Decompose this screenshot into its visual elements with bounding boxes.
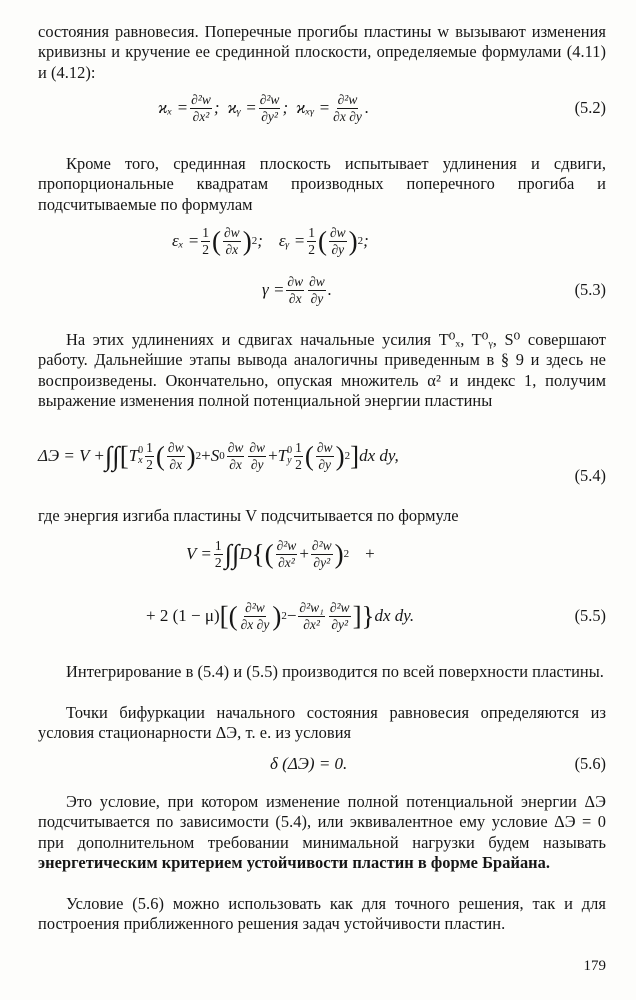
equation-5-2-body: ϰₓ = $\frac{\text{∂²w}}{\text{∂x²}}$ ; ϰᵧ = $\frac{\text{∂²w}}{\text{∂y²}}$ ; ϰₓᵧ = $\frac{\text{∂²w}}{\partial x \partial y}$ . (158, 91, 370, 124)
epsilon-x: εₓ = (172, 231, 200, 250)
equation-5-5a-body: V = $\frac{1}{2}$ ∫∫ D {( $\frac{\text{∂²w}}{\text{∂x²}}$ + $\frac{\text{∂²w}}{\text{∂y²}}$ ) 2 + (186, 537, 375, 570)
equation-number-5-5: (5.5) (574, 606, 606, 625)
fraction-one-half: $\frac{1}{2}$ (202, 224, 210, 257)
equation-5-3 (0, 270, 636, 310)
equation-5-5-line-2 (0, 596, 636, 636)
equation-5-5b-body: + 2 (1 − μ) [( $\frac{\text{∂²w}}{\partial x \partial y}$ ) 2 − $\frac{\text{∂²w₁}}{\text{∂x²}}$ $\frac{\text{∂²w}}{\text{∂y²}}$ ]} dx dy. (146, 599, 415, 632)
equation-5-6-body: δ (ΔЭ) = 0. (270, 754, 348, 773)
equation-number-5-2: (5.2) (574, 98, 606, 117)
kappa-xy: ϰₓᵧ = (296, 98, 331, 117)
paragraph-8: Условие (5.6) можно использовать как для точного решения, так и для построения приближенного решения задач устойчивости пластин. (38, 894, 606, 934)
fraction-dw-dx: $\frac{\partial w}{\partial x}$ (224, 224, 240, 257)
equation-5-3b-body: γ = $\frac{\partial w}{\partial x}$ $\frac{\partial w}{\partial y}$ . (262, 273, 333, 306)
page-number: 179 (583, 958, 606, 974)
fraction-one-half-2: $\frac{1}{2}$ (308, 224, 315, 257)
equation-5-2 (0, 88, 636, 128)
fraction-d2w-dy2: $\frac{\text{∂²w}}{\text{∂y²}}$ (259, 91, 280, 124)
equation-number-5-3: (5.3) (574, 280, 606, 299)
fraction-dw-dy: $\frac{\partial w}{\partial y}$ (329, 224, 346, 257)
paragraph-6: Точки бифуркации начального состояния равновесия определяются из условия стационарности ΔЭ, т. е. из условия (38, 703, 606, 743)
paragraph-7: Это условие, при котором изменение полной потенциальной энергии ΔЭ подсчитывается по зависимости (5.4), или эквивалентное ему условие ΔЭ = 0 при дополнительном требовании минимальной нагрузки будем называть энергетическим критерием устойчивости пластин в форме Брайана. (38, 792, 606, 873)
fraction-d2w-dxdy: $\frac{\text{∂²w}}{\partial x \partial y}$ (333, 91, 362, 124)
paragraph-3: На этих удлинениях и сдвигах начальные усилия T⁰ₓ, T⁰ᵧ, S⁰ совершают работу. Дальнейшие этапы вывода аналогичны приведенным в § 9 и здесь не воспроизведены. Окончательно, опуская множитель α² и индекс 1, получим выражение изменения полной потенциальной энергии пластины (38, 330, 606, 411)
equation-5-5-line-1 (0, 534, 636, 574)
equation-5-3a-body: εₓ = $\frac{1}{2}$ ( $\frac{\partial w}{\partial x}$ ) 2 ; εᵧ = $\frac{1}{2}$ ( $\frac{\partial w}{\partial y}$ ) 2 ; (172, 224, 369, 257)
fraction-dw-dx-gamma: $\frac{\partial w}{\partial x}$ (287, 273, 304, 306)
bold-term-energy-criterion: энергетическим критерием устойчивости пластин в форме Брайана. (38, 853, 551, 873)
paragraph-4: где энергия изгиба пластины V подсчитывается по формуле (38, 506, 459, 525)
equation-5-4-body: ΔЭ = V + ∫∫ [ T 0 x $\frac{1}{2}$ ( $\frac{\partial w}{\partial x}$ ) 2 + S 0 $\frac{\partial w}{\partial x}$ $\frac{\partial w}{\partial y}$ + T 0 y $\frac{1}{2}$ ( $\frac{\partial w}{\partial y}$ ) 2 ] dx dy, (38, 439, 399, 472)
equation-5-6 (0, 744, 636, 784)
fraction-dw-dy-gamma: $\frac{\partial w}{\partial y}$ (309, 273, 325, 306)
paragraph-2: Кроме того, срединная плоскость испытывает удлинения и сдвиги, пропорциональные квадратам производных поперечного прогиба и подсчитываемые по формулам (38, 154, 606, 214)
equation-5-3-strains (0, 221, 636, 261)
fraction-d2w-dx2: $\frac{\text{∂²w}}{\text{∂x²}}$ (191, 91, 211, 124)
epsilon-y: εᵧ = (278, 231, 306, 250)
kappa-y: ϰᵧ = (227, 98, 257, 117)
paragraph-5: Интегрирование в (5.4) и (5.5) производится по всей поверхности пластины. (66, 662, 604, 681)
equation-5-4 (0, 436, 636, 485)
delta-energy-lhs: ΔЭ = V + (38, 446, 105, 465)
kappa-x: ϰₓ = (158, 98, 189, 117)
equation-number-5-4: (5.4) (574, 466, 606, 485)
equation-number-5-6: (5.6) (574, 754, 606, 773)
gamma: γ = (262, 280, 285, 299)
paragraph-1: состояния равновесия. Поперечные прогибы пластины w вызывают изменения кривизны и кручение ее срединной плоскости, определяемые формулами (4.11) и (4.12): (38, 22, 606, 82)
